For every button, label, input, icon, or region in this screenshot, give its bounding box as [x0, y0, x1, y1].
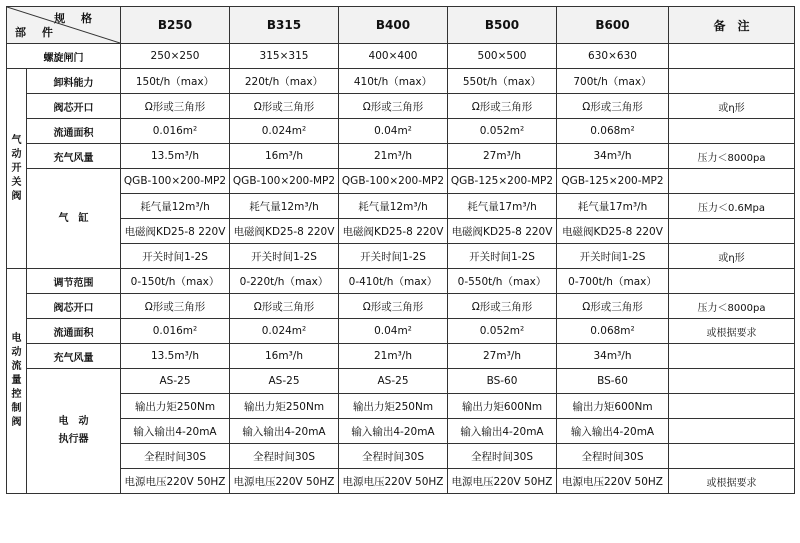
table-cell: QGB-100×200-MP2: [230, 169, 339, 194]
table-cell: 0-150t/h（max）: [121, 269, 230, 294]
note-cell: [669, 419, 795, 444]
table-row: [7, 419, 795, 444]
group-label-text: 气动开关阀: [11, 134, 22, 202]
table-cell: 开关时间1-2S: [121, 244, 230, 269]
table-cell: 0.016m²: [121, 319, 230, 344]
note-cell: [669, 44, 795, 69]
note-cell: 压力＜8000pa: [669, 144, 795, 169]
table-row: [7, 219, 795, 244]
table-cell: Ω形或三角形: [557, 94, 669, 119]
note-cell: [669, 219, 795, 244]
row-label: 充气风量: [27, 144, 121, 169]
table-cell: QGB-125×200-MP2: [448, 169, 557, 194]
row-label: 流通面积: [27, 119, 121, 144]
table-cell: 输出力矩250Nm: [121, 394, 230, 419]
table-cell: 630×630: [557, 44, 669, 69]
table-cell: 150t/h（max）: [121, 69, 230, 94]
table-cell: 输入输出4-20mA: [448, 419, 557, 444]
note-cell: [669, 369, 795, 394]
table-cell: 电源电压220V 50HZ: [230, 469, 339, 494]
table-cell: BS-60: [557, 369, 669, 394]
table-cell: QGB-100×200-MP2: [121, 169, 230, 194]
table-cell: 0-700t/h（max）: [557, 269, 669, 294]
table-row: [7, 294, 795, 319]
table-cell: 输入输出4-20mA: [230, 419, 339, 444]
table-row: [7, 194, 795, 219]
row-label: 阀芯开口: [27, 94, 121, 119]
table-row: [7, 369, 795, 394]
table-row: [7, 69, 795, 94]
note-cell: [669, 444, 795, 469]
group-label-text: 电动流量控制阀: [11, 333, 22, 428]
table-row: [7, 94, 795, 119]
table-cell: Ω形或三角形: [339, 294, 448, 319]
table-cell: QGB-100×200-MP2: [339, 169, 448, 194]
table-cell: 0.068m²: [557, 119, 669, 144]
note-cell: 或η形: [669, 244, 795, 269]
table-cell: 0.068m²: [557, 319, 669, 344]
note-cell: [669, 344, 795, 369]
table-cell: Ω形或三角形: [230, 94, 339, 119]
table-cell: 21m³/h: [339, 344, 448, 369]
table-cell: 34m³/h: [557, 344, 669, 369]
table-cell: 0.016m²: [121, 119, 230, 144]
table-cell: Ω形或三角形: [448, 294, 557, 319]
table-cell: 开关时间1-2S: [448, 244, 557, 269]
table-cell: 0.052m²: [448, 119, 557, 144]
table-cell: 0.04m²: [339, 119, 448, 144]
table-cell: BS-60: [448, 369, 557, 394]
note-cell: [669, 394, 795, 419]
table-cell: Ω形或三角形: [448, 94, 557, 119]
model-header: B315: [230, 7, 339, 44]
table-cell: 0.024m²: [230, 119, 339, 144]
note-cell: [669, 169, 795, 194]
table-cell: 0-410t/h（max）: [339, 269, 448, 294]
table-cell: 耗气量12m³/h: [230, 194, 339, 219]
table-row: [7, 269, 795, 294]
table-cell: 输入输出4-20mA: [121, 419, 230, 444]
row-label: 流通面积: [27, 319, 121, 344]
table-row: [7, 44, 795, 69]
row-label: 螺旋闸门: [7, 44, 121, 69]
spec-table: [6, 6, 795, 494]
table-cell: Ω形或三角形: [230, 294, 339, 319]
note-cell: 或根据要求: [669, 469, 795, 494]
actuator-label-line-1: 电 动: [58, 416, 89, 427]
table-cell: 全程时间30S: [230, 444, 339, 469]
note-cell: [669, 119, 795, 144]
table-cell: AS-25: [230, 369, 339, 394]
group-label-electric: [7, 269, 27, 494]
header-part-label: 部 件: [15, 26, 59, 39]
table-cell: 27m³/h: [448, 344, 557, 369]
table-cell: 全程时间30S: [557, 444, 669, 469]
table-cell: 输出力矩250Nm: [339, 394, 448, 419]
table-cell: 耗气量12m³/h: [339, 194, 448, 219]
table-row: [7, 169, 795, 194]
table-cell: 全程时间30S: [448, 444, 557, 469]
table-row: [7, 319, 795, 344]
group-label-pneumatic: [7, 69, 27, 269]
table-cell: 开关时间1-2S: [230, 244, 339, 269]
row-label: 阀芯开口: [27, 294, 121, 319]
table-cell: 0.04m²: [339, 319, 448, 344]
table-cell: 16m³/h: [230, 344, 339, 369]
model-header: B600: [557, 7, 669, 44]
table-cell: AS-25: [339, 369, 448, 394]
note-cell: 压力＜8000pa: [669, 294, 795, 319]
table-cell: 电磁阀KD25-8 220V: [557, 219, 669, 244]
note-cell: 或η形: [669, 94, 795, 119]
table-cell: 输出力矩600Nm: [448, 394, 557, 419]
table-cell: 220t/h（max）: [230, 69, 339, 94]
table-row: [7, 144, 795, 169]
table-cell: 开关时间1-2S: [557, 244, 669, 269]
table-cell: 500×500: [448, 44, 557, 69]
table-cell: 输出力矩600Nm: [557, 394, 669, 419]
note-cell: [669, 269, 795, 294]
note-cell: [669, 69, 795, 94]
table-cell: 电源电压220V 50HZ: [121, 469, 230, 494]
table-cell: 27m³/h: [448, 144, 557, 169]
table-cell: 开关时间1-2S: [339, 244, 448, 269]
table-cell: 0.052m²: [448, 319, 557, 344]
table-cell: 0-220t/h（max）: [230, 269, 339, 294]
table-cell: Ω形或三角形: [121, 294, 230, 319]
header-spec-label: 规 格: [54, 12, 98, 25]
model-header: B400: [339, 7, 448, 44]
table-cell: 耗气量17m³/h: [557, 194, 669, 219]
table-cell: 输入输出4-20mA: [557, 419, 669, 444]
table-cell: 410t/h（max）: [339, 69, 448, 94]
table-cell: 电磁阀KD25-8 220V: [339, 219, 448, 244]
table-cell: 400×400: [339, 44, 448, 69]
table-row: [7, 444, 795, 469]
table-cell: 34m³/h: [557, 144, 669, 169]
row-label: 充气风量: [27, 344, 121, 369]
header-row: [7, 7, 795, 44]
table-cell: 电磁阀KD25-8 220V: [230, 219, 339, 244]
table-cell: 315×315: [230, 44, 339, 69]
table-cell: 电源电压220V 50HZ: [339, 469, 448, 494]
table-cell: QGB-125×200-MP2: [557, 169, 669, 194]
table-cell: 250×250: [121, 44, 230, 69]
note-cell: 压力＜0.6Mpa: [669, 194, 795, 219]
table-cell: 输出力矩250Nm: [230, 394, 339, 419]
table-cell: 700t/h（max）: [557, 69, 669, 94]
table-cell: 0-550t/h（max）: [448, 269, 557, 294]
remark-header: 备 注: [669, 7, 795, 44]
table-cell: 耗气量17m³/h: [448, 194, 557, 219]
table-row: [7, 244, 795, 269]
table-cell: 全程时间30S: [339, 444, 448, 469]
model-header: B250: [121, 7, 230, 44]
actuator-label: [27, 369, 121, 494]
table-cell: 21m³/h: [339, 144, 448, 169]
table-cell: 0.024m²: [230, 319, 339, 344]
note-cell: 或根据要求: [669, 319, 795, 344]
table-cell: 输入输出4-20mA: [339, 419, 448, 444]
table-row: [7, 344, 795, 369]
row-label: 卸料能力: [27, 69, 121, 94]
cylinder-label: 气 缸: [27, 169, 121, 269]
table-row: [7, 119, 795, 144]
table-cell: AS-25: [121, 369, 230, 394]
table-cell: 电源电压220V 50HZ: [448, 469, 557, 494]
table-row: [7, 469, 795, 494]
table-cell: Ω形或三角形: [121, 94, 230, 119]
model-header: B500: [448, 7, 557, 44]
table-cell: 电磁阀KD25-8 220V: [448, 219, 557, 244]
table-cell: 13.5m³/h: [121, 344, 230, 369]
table-cell: 550t/h（max）: [448, 69, 557, 94]
table-cell: 16m³/h: [230, 144, 339, 169]
header-corner-cell: [7, 7, 121, 44]
table-cell: 电源电压220V 50HZ: [557, 469, 669, 494]
actuator-label-line-2: 执行器: [58, 434, 89, 445]
table-cell: Ω形或三角形: [339, 94, 448, 119]
table-cell: 全程时间30S: [121, 444, 230, 469]
table-cell: 电磁阀KD25-8 220V: [121, 219, 230, 244]
table-row: [7, 394, 795, 419]
table-cell: Ω形或三角形: [557, 294, 669, 319]
table-cell: 耗气量12m³/h: [121, 194, 230, 219]
table-cell: 13.5m³/h: [121, 144, 230, 169]
row-label: 调节范围: [27, 269, 121, 294]
